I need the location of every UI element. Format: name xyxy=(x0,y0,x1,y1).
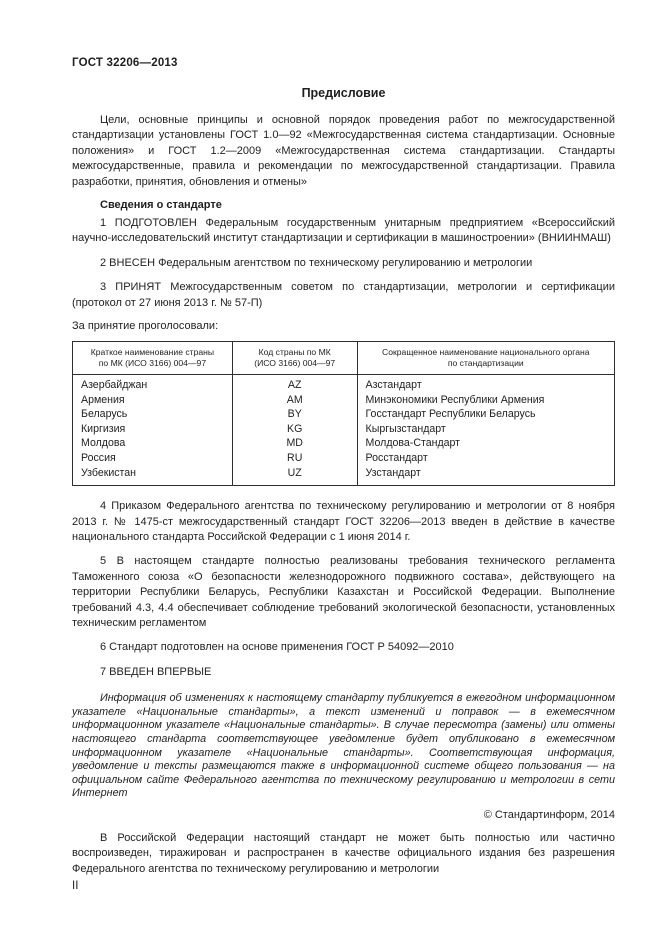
standard-info-item-3: 3 ПРИНЯТ Межгосударственным советом по стандартизации, метрологии и сертификации (протокол от 27 июня 2013 г. № 57-П) xyxy=(72,281,615,309)
column-bodies xyxy=(357,375,614,486)
header-body-line1: Сокращенное наименование национального органа xyxy=(382,347,590,358)
header-code xyxy=(232,342,357,375)
table-cell: MD xyxy=(286,437,303,450)
vote-table-header-row xyxy=(73,342,615,375)
column-countries xyxy=(73,375,233,486)
header-body xyxy=(357,342,614,375)
table-cell: RU xyxy=(287,452,303,465)
table-cell: Узстандарт xyxy=(365,466,421,479)
table-cell: Беларусь xyxy=(81,408,128,421)
table-cell: UZ xyxy=(287,466,302,479)
amendments-notice: Информация об изменениях к настоящему стандарту публикуется в ежегодном информационном указателе «Национальные стандарты», а текст изменений и поправок — в ежемесячном информационном указателе «Национальные стандарты». В случае пересмотра (замены) или отмены настоящего стандарта соответствующее уведомление будет опубликовано в ежемесячном информационном указателе «Национальные стандарты». Соответствующая информация, уведомление и тексты размещаются также в информационной системе общего пользования — на официальном сайте Федерального агентства по техническому регулированию и метрологии в сети Интернет xyxy=(72,692,615,800)
header-code-line2: (ИСО 3166) 004—97 xyxy=(254,358,336,369)
vote-lead-text: За принятие проголосовали: xyxy=(72,320,219,333)
table-cell: AZ xyxy=(287,379,302,392)
table-cell: Росстандарт xyxy=(365,452,428,465)
table-cell: KG xyxy=(287,422,303,435)
header-body-line2: по стандартизации xyxy=(447,358,524,369)
table-cell: Армения xyxy=(81,393,125,406)
standard-info-item-2: 2 ВНЕСЕН Федеральным агентством по техническому регулированию и метрологии xyxy=(100,256,533,269)
table-cell: Узбекистан xyxy=(81,466,137,479)
table-cell: Россия xyxy=(81,452,116,465)
standard-info-item-1: 1 ПОДГОТОВЛЕН Федеральным государственным унитарным предприятием «Всероссийский научно-исследовательский институт стандартизации и сертификации в машиностроении» (ВНИИНМАШ) xyxy=(72,217,615,245)
standard-info-item-7: 7 ВВЕДЕН ВПЕРВЫЕ xyxy=(100,665,212,678)
table-cell: Молдова-Стандарт xyxy=(365,437,461,450)
standard-info-heading: Сведения о стандарте xyxy=(100,199,222,212)
column-codes xyxy=(232,375,357,486)
table-cell: Азербайджан xyxy=(81,379,148,392)
table-cell: Киргизия xyxy=(81,422,126,435)
page-title: Предисловие xyxy=(301,86,386,100)
intro-paragraph: Цели, основные принципы и основной порядок проведения работ по межгосударственной стандартизации установлены ГОСТ 1.0—92 «Межгосударственная система стандартизации. Основные положения» и ГОСТ 1.2—2009 «Межгосударственная система стандартизации. Стандарты межгосударственные, правила и рекомендации по межгосударственной стандартизации. Правила разработки, принятия, обновления и отмены» xyxy=(72,114,615,188)
header-country-line1: Краткое наименование страны xyxy=(90,347,215,358)
header-code-line1: Код страны по МК xyxy=(258,347,331,358)
table-cell: AM xyxy=(286,393,303,406)
header-country-line2: по МК (ИСО 3166) 004—97 xyxy=(98,358,207,369)
standard-info-item-6: 6 Стандарт подготовлен на основе применения ГОСТ Р 54092—2010 xyxy=(100,641,454,654)
vote-table-head xyxy=(73,342,615,375)
table-cell: Кыргызстандарт xyxy=(365,422,446,435)
doc-code: ГОСТ 32206—2013 xyxy=(72,57,178,69)
copyright-line: © Стандартинформ, 2014 xyxy=(483,809,615,822)
header-country xyxy=(73,342,233,375)
standard-info-item-5: 5 В настоящем стандарте полностью реализованы требования технического регламента Таможенного союза «О безопасности железнодорожного подвижного состава», действующего на территории Республики Беларусь, Республики Казахстан и Российской Федерации. Выполнение требований 4.3, 4.4 обеспечивает соблюдение требований экологической безопасности, установленных техническим регламентом xyxy=(72,555,615,630)
table-cell: BY xyxy=(287,408,302,421)
page-number: II xyxy=(72,880,79,893)
table-cell: Азстандарт xyxy=(365,379,422,392)
standard-info-item-4: 4 Приказом Федерального агентства по техническому регулированию и метрологии от 8 ноября 2013 г. № 1475-ст межгосударственный стандарт ГОСТ 32206—2013 введен в действие в качестве национального стандарта Российской Федерации с 1 июня 2014 г. xyxy=(72,500,615,544)
table-cell: Госстандарт Республики Беларусь xyxy=(365,408,536,421)
table-cell: Минэкономики Республики Армения xyxy=(365,393,545,406)
vote-table xyxy=(72,341,615,486)
vote-table-body-row xyxy=(73,375,615,486)
vote-table-body xyxy=(73,375,615,486)
table-cell: Молдова xyxy=(81,437,126,450)
reproduction-note: В Российской Федерации настоящий стандарт не может быть полностью или частично воспроизведен, тиражирован и распространен в качестве официального издания без разрешения Федерального агентства по техническому регулированию и метрологии xyxy=(72,832,615,875)
